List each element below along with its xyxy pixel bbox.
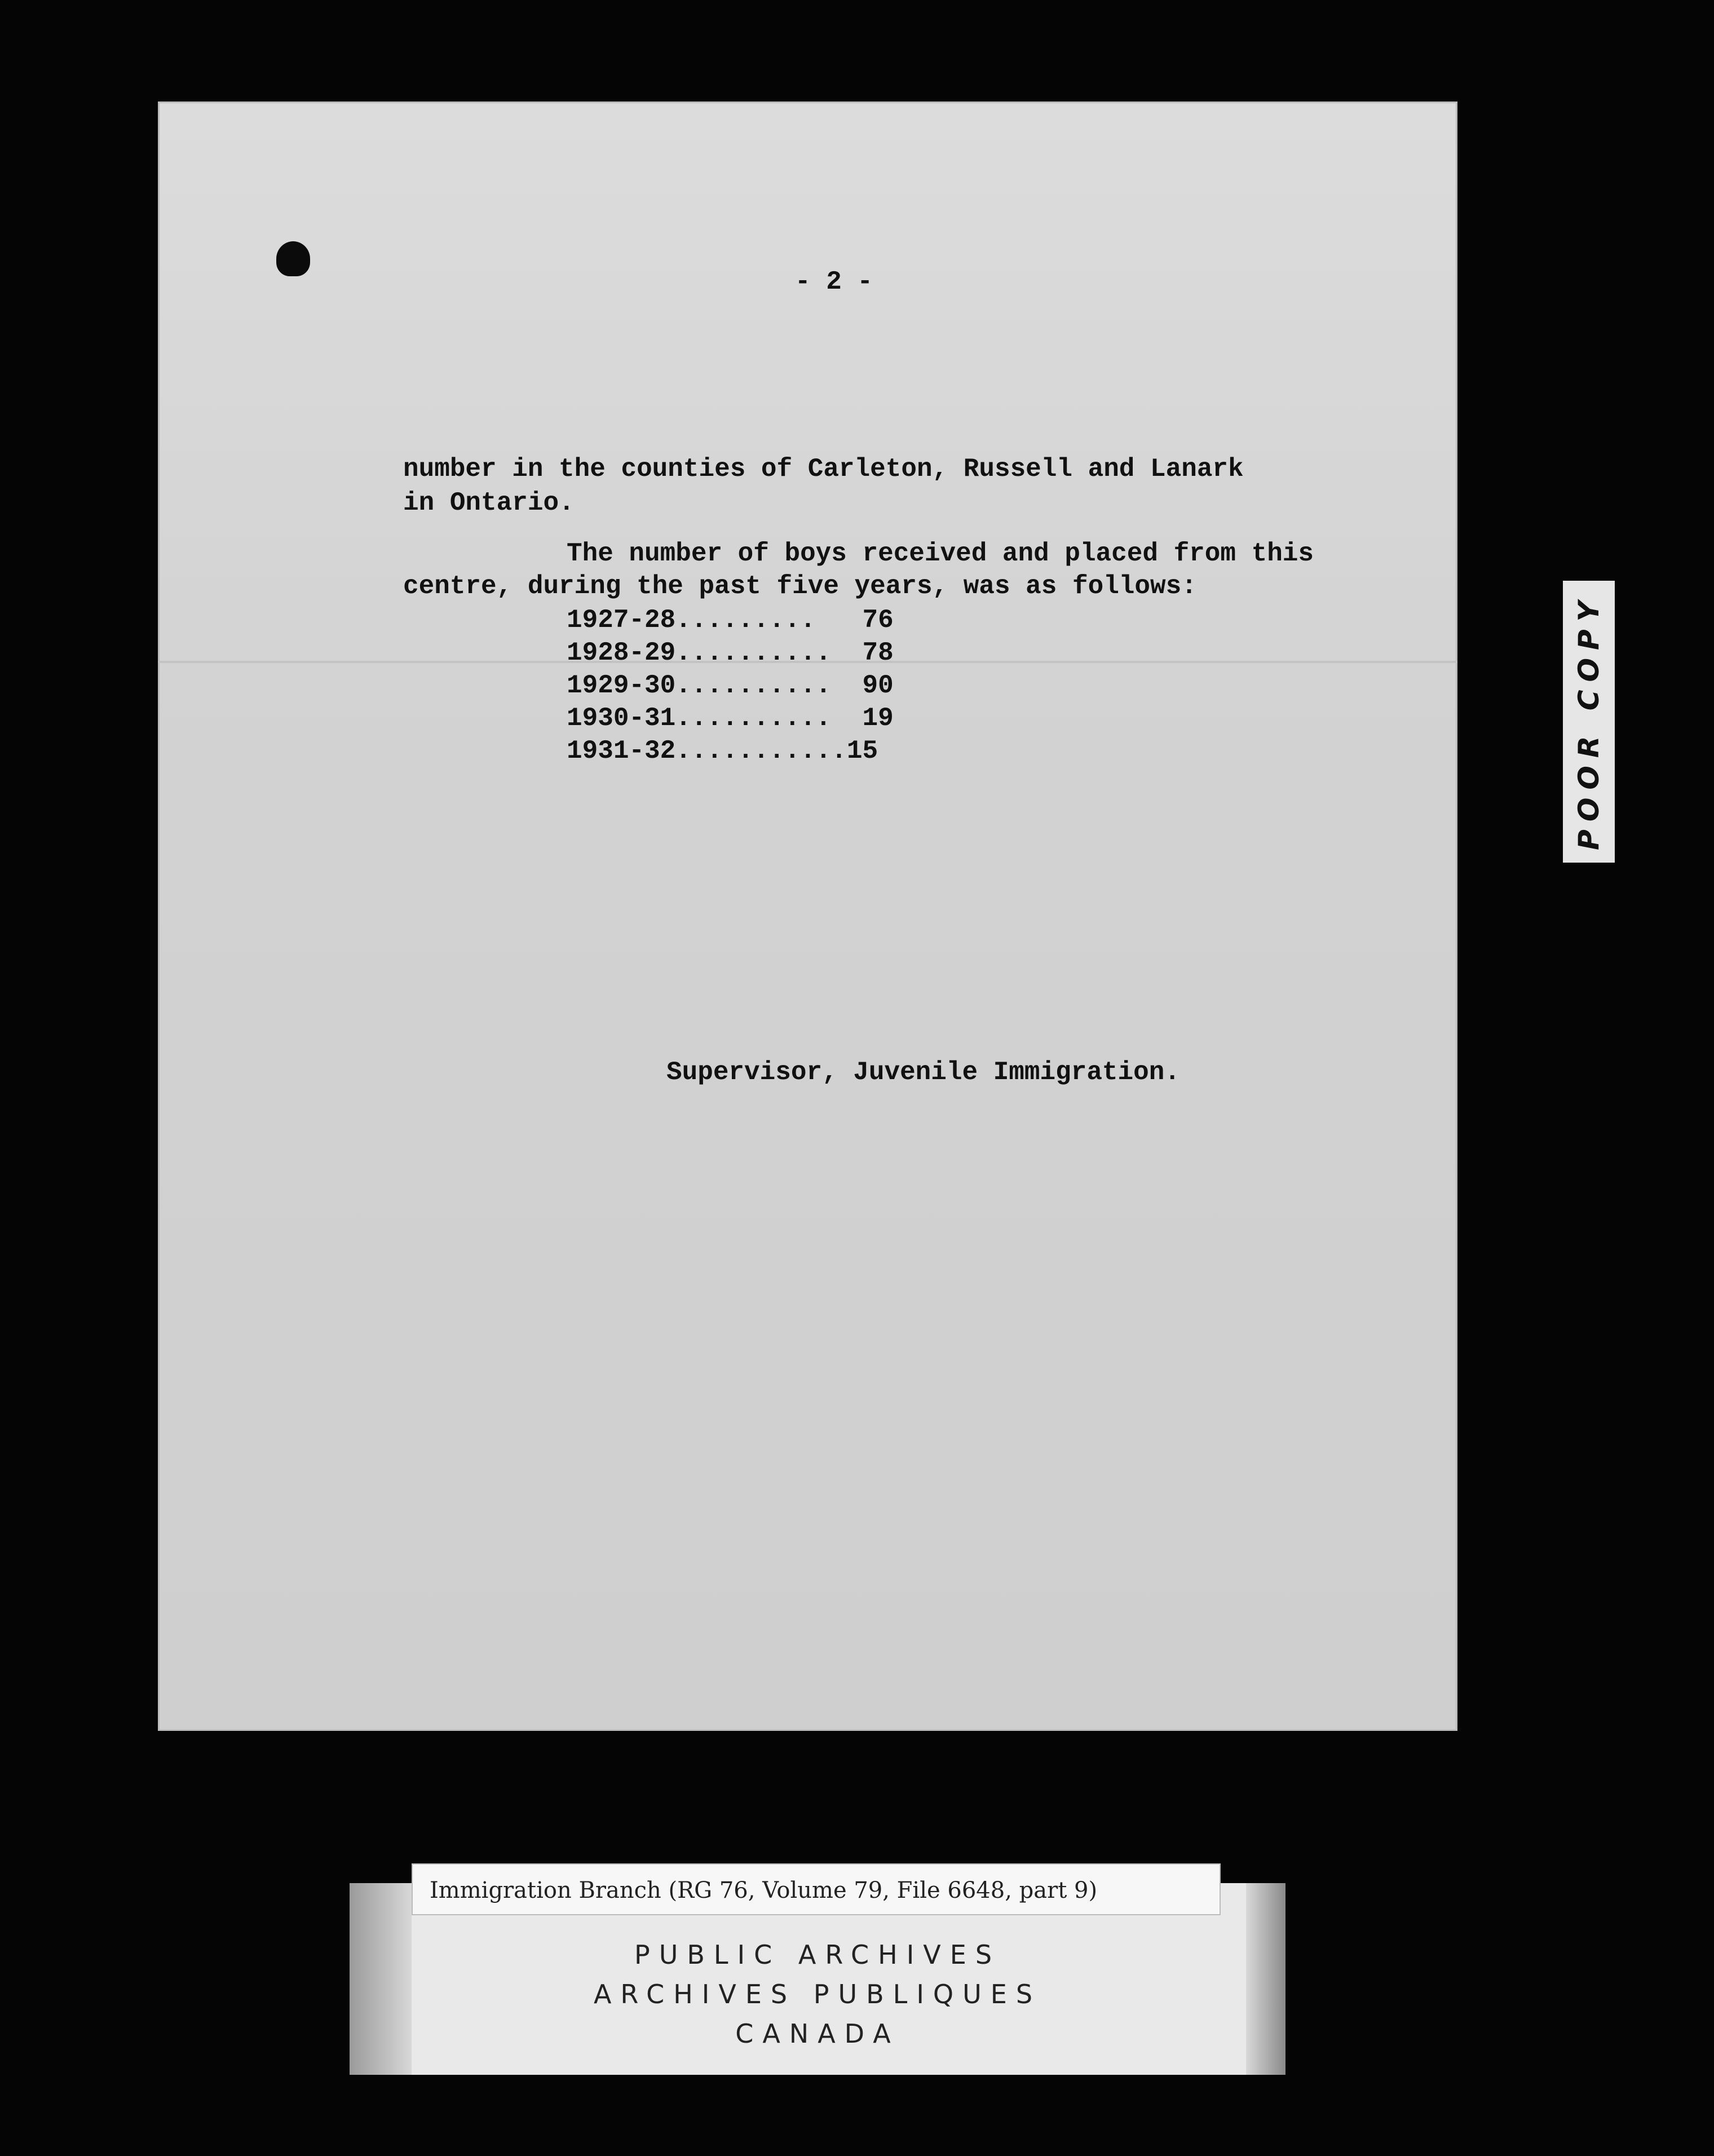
- page-number: - 2 -: [795, 267, 873, 297]
- body-line-2: in Ontario.: [403, 488, 575, 518]
- poor-copy-text: POOR COPY: [1572, 593, 1605, 850]
- archive-country: CANADA: [735, 2018, 900, 2049]
- table-row: 1929-30.......... 90: [567, 671, 894, 700]
- table-row: 1931-32...........15: [567, 736, 878, 766]
- table-row: 1930-31.......... 19: [567, 704, 894, 733]
- table-row: 1927-28......... 76: [567, 606, 894, 635]
- table-row: 1928-29.......... 78: [567, 638, 894, 668]
- poor-copy-stamp: [1563, 581, 1615, 863]
- paragraph-line-1: The number of boys received and placed from this: [567, 539, 1314, 568]
- body-line-1: number in the counties of Carleton, Russell and Lanark: [403, 454, 1244, 484]
- punch-hole: [276, 241, 310, 276]
- signature-title: Supervisor, Juvenile Immigration.: [666, 1058, 1180, 1087]
- archive-reference-label: Immigration Branch (RG 76, Volume 79, File 6648, part 9): [412, 1863, 1221, 1915]
- archive-name-fr: ARCHIVES PUBLIQUES: [593, 1979, 1042, 2009]
- archive-name-en: PUBLIC ARCHIVES: [634, 1939, 1001, 1970]
- paragraph-line-2: centre, during the past five years, was as follows:: [403, 572, 1197, 601]
- document-page: [158, 101, 1457, 1731]
